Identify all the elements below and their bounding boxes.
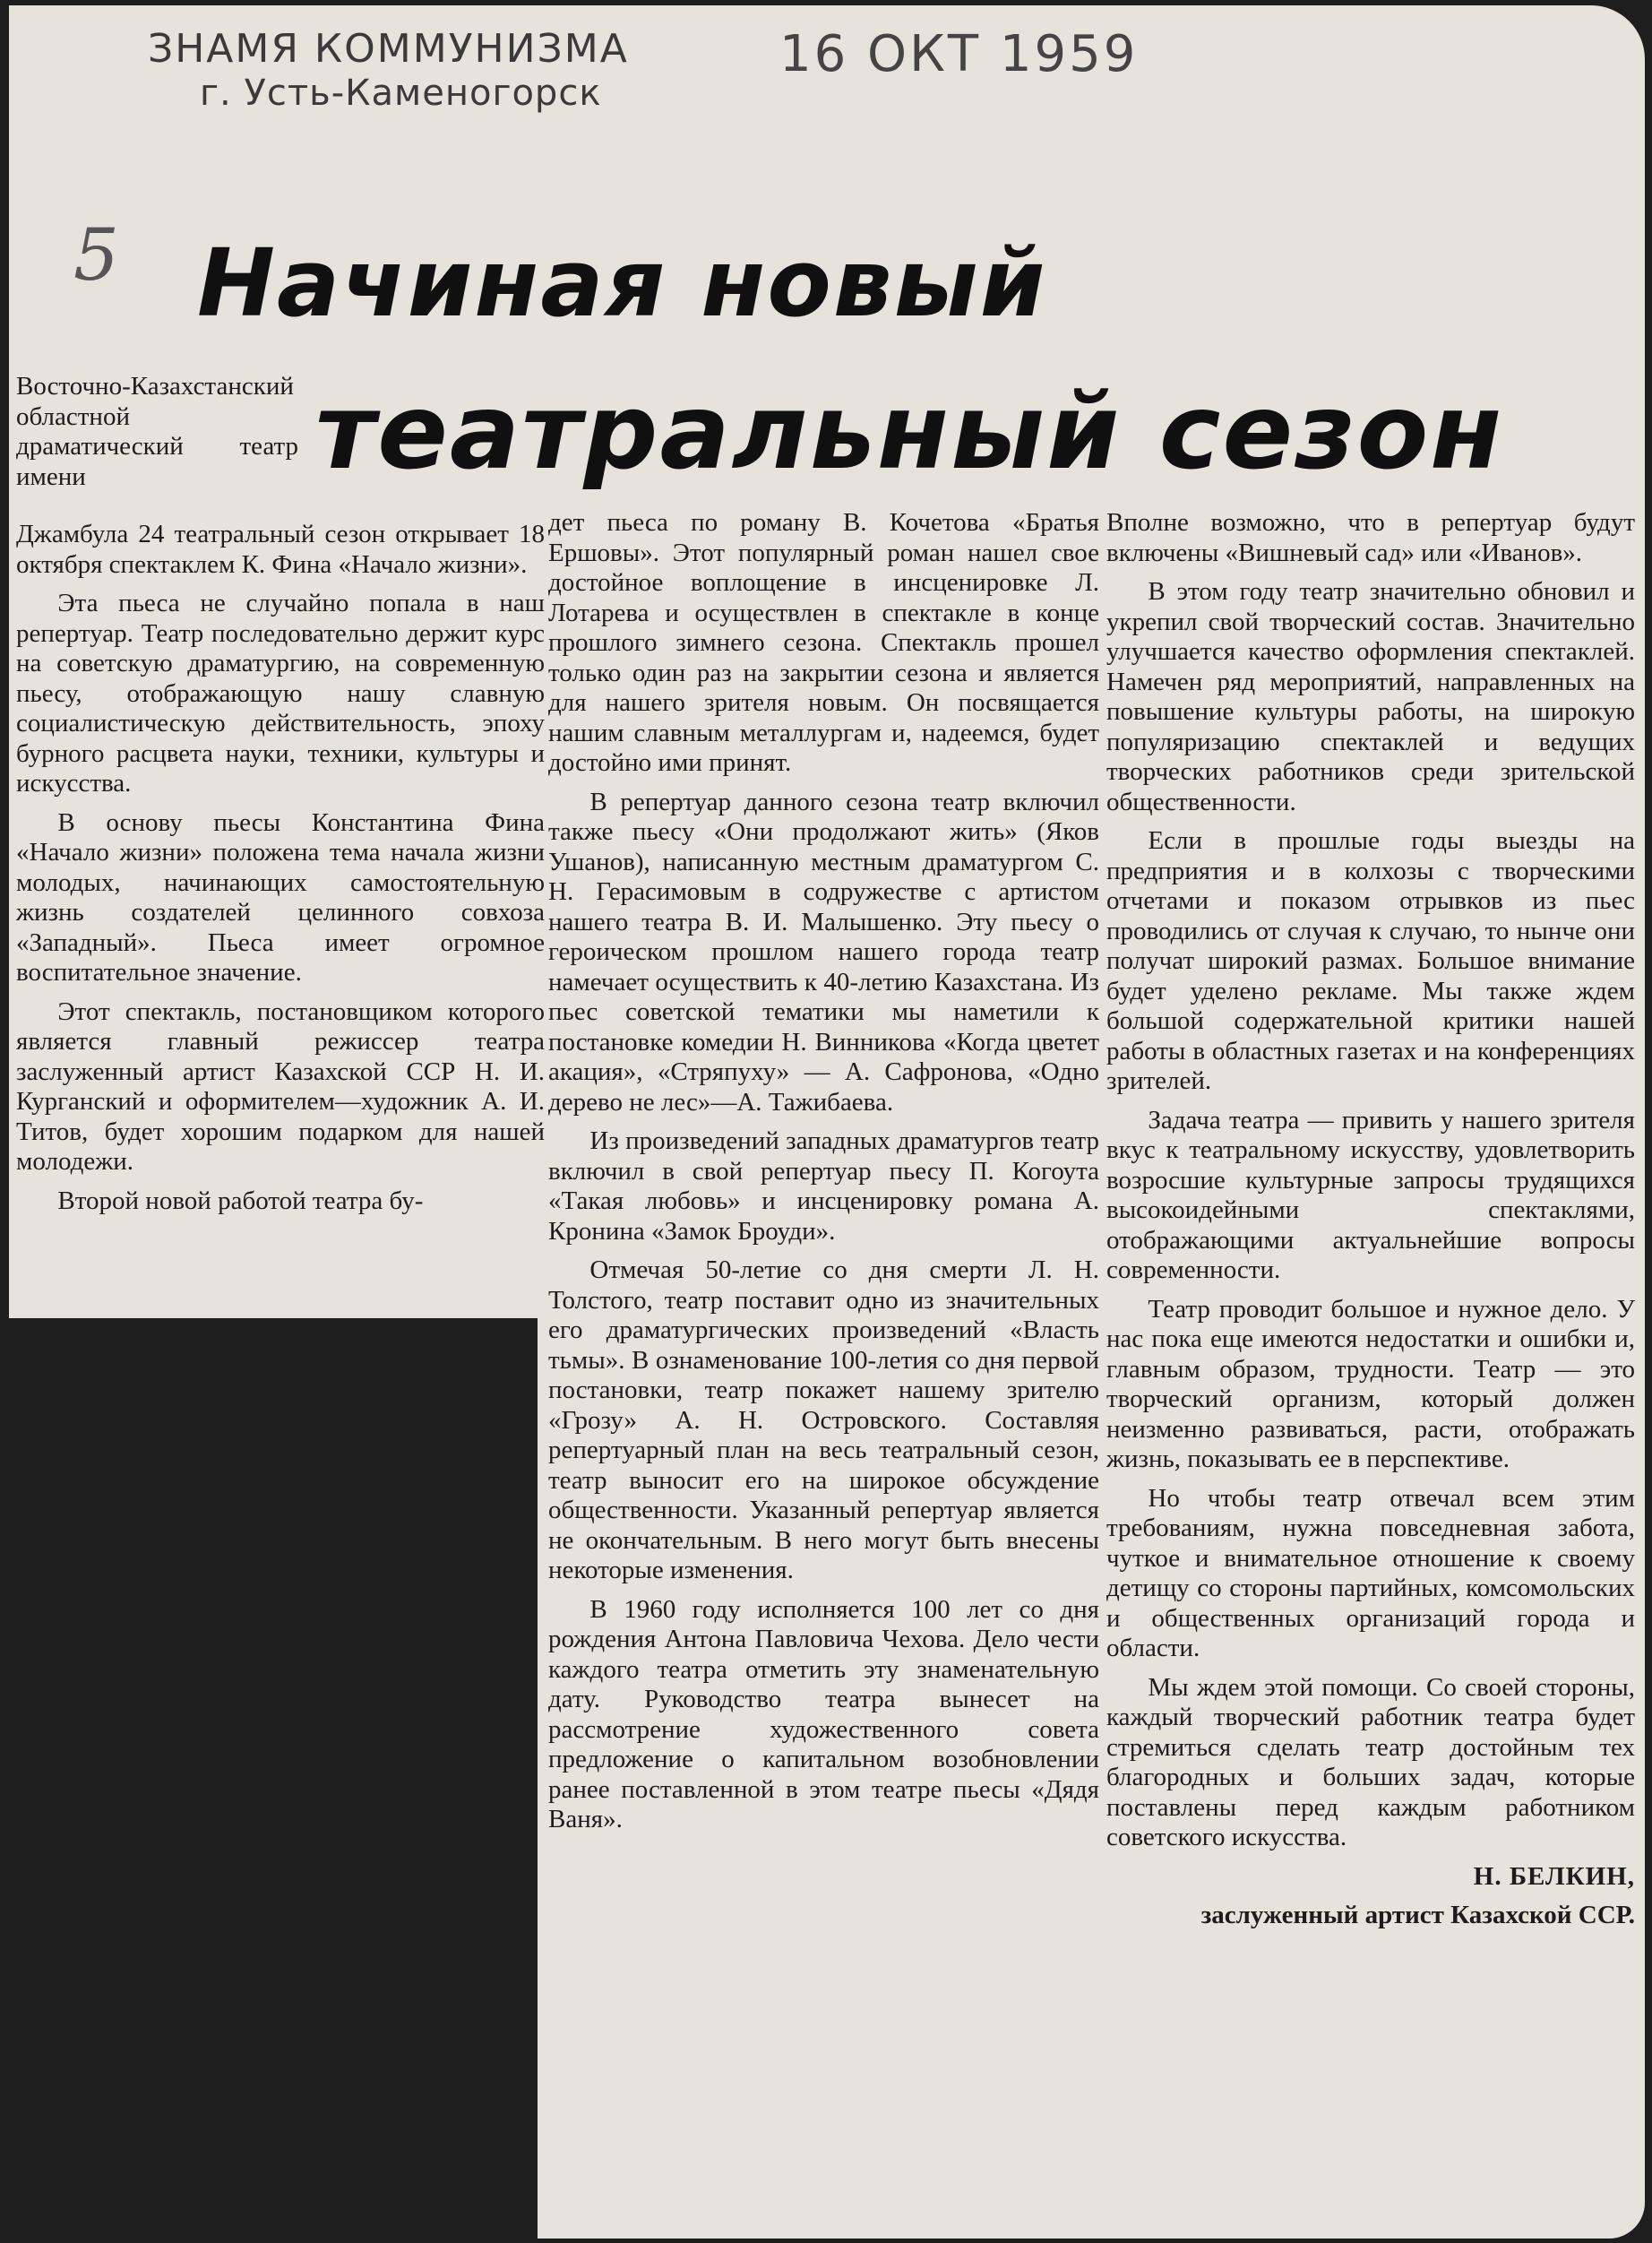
- date-stamp: 16 ОКТ 1959: [779, 25, 1139, 83]
- author-title: заслуженный артист Казахской ССР.: [1200, 1901, 1635, 1929]
- paragraph: В основу пьесы Константина Фина «Начало жизни» положена тема начала жизни молодых, начинающих самостоятельную жизнь создателей целинного совхоза «Западный». Пьеса имеет огромное воспитательное значение.: [16, 807, 545, 987]
- paragraph: Из произведений западных драматургов театр включил в свой репертуар пьесу П. Когоута «Такая любовь» и инсценировку романа А. Кронина «Замок Броуди».: [548, 1126, 1099, 1246]
- paragraph: Но чтобы театр отвечал всем этим требованиям, нужна повседневная забота, чуткое и внимательное отношение к своему детищу со стороны партийных, комсомольских и общественных организаций города и области.: [1106, 1483, 1635, 1662]
- paragraph: Если в прошлые годы выезды на предприятия и в колхозы с творческими отчетами и показом отрывков из пьес проводились от случая к случаю, то нынче они получат широкий размах. Большое внимание будет уделено рекламе. Мы также ждем большой содержательной критики нашей работы в областных газетах и на конференциях зрителей.: [1106, 826, 1635, 1095]
- author-name: Н. БЕЛКИН,: [1473, 1861, 1635, 1891]
- paragraph: Театр проводит большое и нужное дело. У нас пока еще имеются недостатки и ошибки и, главным образом, трудности. Театр — это творческий организм, который должен неизменно развиваться, расти, отображать жизнь, показывать ее в перспективе.: [1106, 1294, 1635, 1473]
- paragraph: В этом году театр значительно обновил и укрепил свой творческий состав. Значительно улучшается качество оформления спектаклей. Намечен ряд мероприятий, направленных на повышение культуры работы, на широкую популяризацию спектаклей и ведущих творческих работников среди зрительской общественности.: [1106, 577, 1635, 816]
- article-column-3: [1106, 508, 1635, 1940]
- pencil-mark: 5: [73, 213, 119, 297]
- newspaper-name: ЗНАМЯ КОММУНИЗМА: [148, 26, 629, 72]
- headline-line-2: театральный сезон: [315, 372, 1504, 493]
- article-column-2: [548, 508, 1099, 1844]
- paragraph: В репертуар данного сезона театр включил также пьесу «Они продолжают жить» (Яков Ушанов), написанную местным драматургом С. Н. Герасимовым в содружестве с артистом нашего театра В. И. Малышенко. Эту пьесу о героическом прошлом нашего города театр намечает осуществить к 40-летию Казахстана. Из пьес советской тематики мы наметили к постановке комедии Н. Винникова «Когда цветет акация», «Стряпуху» — А. Сафронова, «Одно дерево не лес»—А. Тажибаева.: [548, 787, 1099, 1117]
- paragraph: дет пьеса по роману В. Кочетова «Братья Ершовы». Этот популярный роман нашел свое достойное воплощение в инсценировке Л. Лотарева и осуществлен в спектакле в конце прошлого зимнего сезона. Спектакль прошел только один раз на закрытии сезона и является для нашего зрителя новым. Он посвящается нашим славным металлургам и, надеемся, будет достойно ими принят.: [548, 508, 1099, 777]
- newspaper-city: г. Усть-Каменогорск: [200, 72, 602, 114]
- paragraph: Этот спектакль, постановщиком которого является главный режиссер театра заслуженный артист Казахской ССР Н. И. Курганский и оформителем—художник А. И. Титов, будет хорошим подарком для нашей молодежи.: [16, 996, 545, 1176]
- paragraph: Второй новой работой театра бу-: [57, 1186, 424, 1215]
- article-column-1: [16, 520, 545, 1225]
- paragraph: В 1960 году исполняется 100 лет со дня рождения Антона Павловича Чехова. Дело чести каждого театра отметить эту знаменательную дату. Руководство театра вынесет на рассмотрение художественного совета предложение о капитальном возобновлении ранее поставленной в этом театре пьесы «Дядя Ваня».: [548, 1594, 1099, 1833]
- headline-line-1: Начиная новый: [197, 229, 1047, 338]
- paragraph: Мы ждем этой помощи. Со своей стороны, каждый творческий работник театра будет стремиться сделать театр достойным тех благородных и больших задач, которые поставлены перед каждым работником советского искусства.: [1106, 1672, 1635, 1851]
- newspaper-stamp: [148, 27, 629, 114]
- paragraph: Задача театра — привить у нашего зрителя вкус к театральному искусству, удовлетворить возросшие культурные запросы трудящихся высокоидейными спектаклями, отображающими актуальнейшие вопросы современности.: [1106, 1105, 1635, 1284]
- paragraph: Джамбула 24 театральный сезон открывает 18 октября спектаклем К. Фина «Начало жизни».: [16, 520, 545, 579]
- paragraph: Эта пьеса не случайно попала в наш репертуар. Театр последовательно держит курс на советскую драматургию, на современную пьесу, отображающую нашу славную социалистическую действительность, эпоху бурного расцвета науки, техники, культуры и искусства.: [16, 589, 545, 798]
- lead-wrap-text: Восточно-Казахстанский областной драматический театр имени: [16, 372, 298, 491]
- paragraph: Вполне возможно, что в репертуар будут включены «Вишневый сад» или «Иванов».: [1106, 508, 1635, 567]
- paragraph: Отмечая 50-летие со дня смерти Л. Н. Толстого, театр поставит одно из значительных его драматургических произведений «Власть тьмы». В ознаменование 100-летия со дня первой постановки, театр покажет нашему зрителю «Грозу» А. Н. Островского. Составляя репертуарный план на весь театральный сезон, театр выносит его на широкое обсуждение общественности. Указанный репертуар является не окончательным. В него могут быть внесены некоторые изменения.: [548, 1255, 1099, 1584]
